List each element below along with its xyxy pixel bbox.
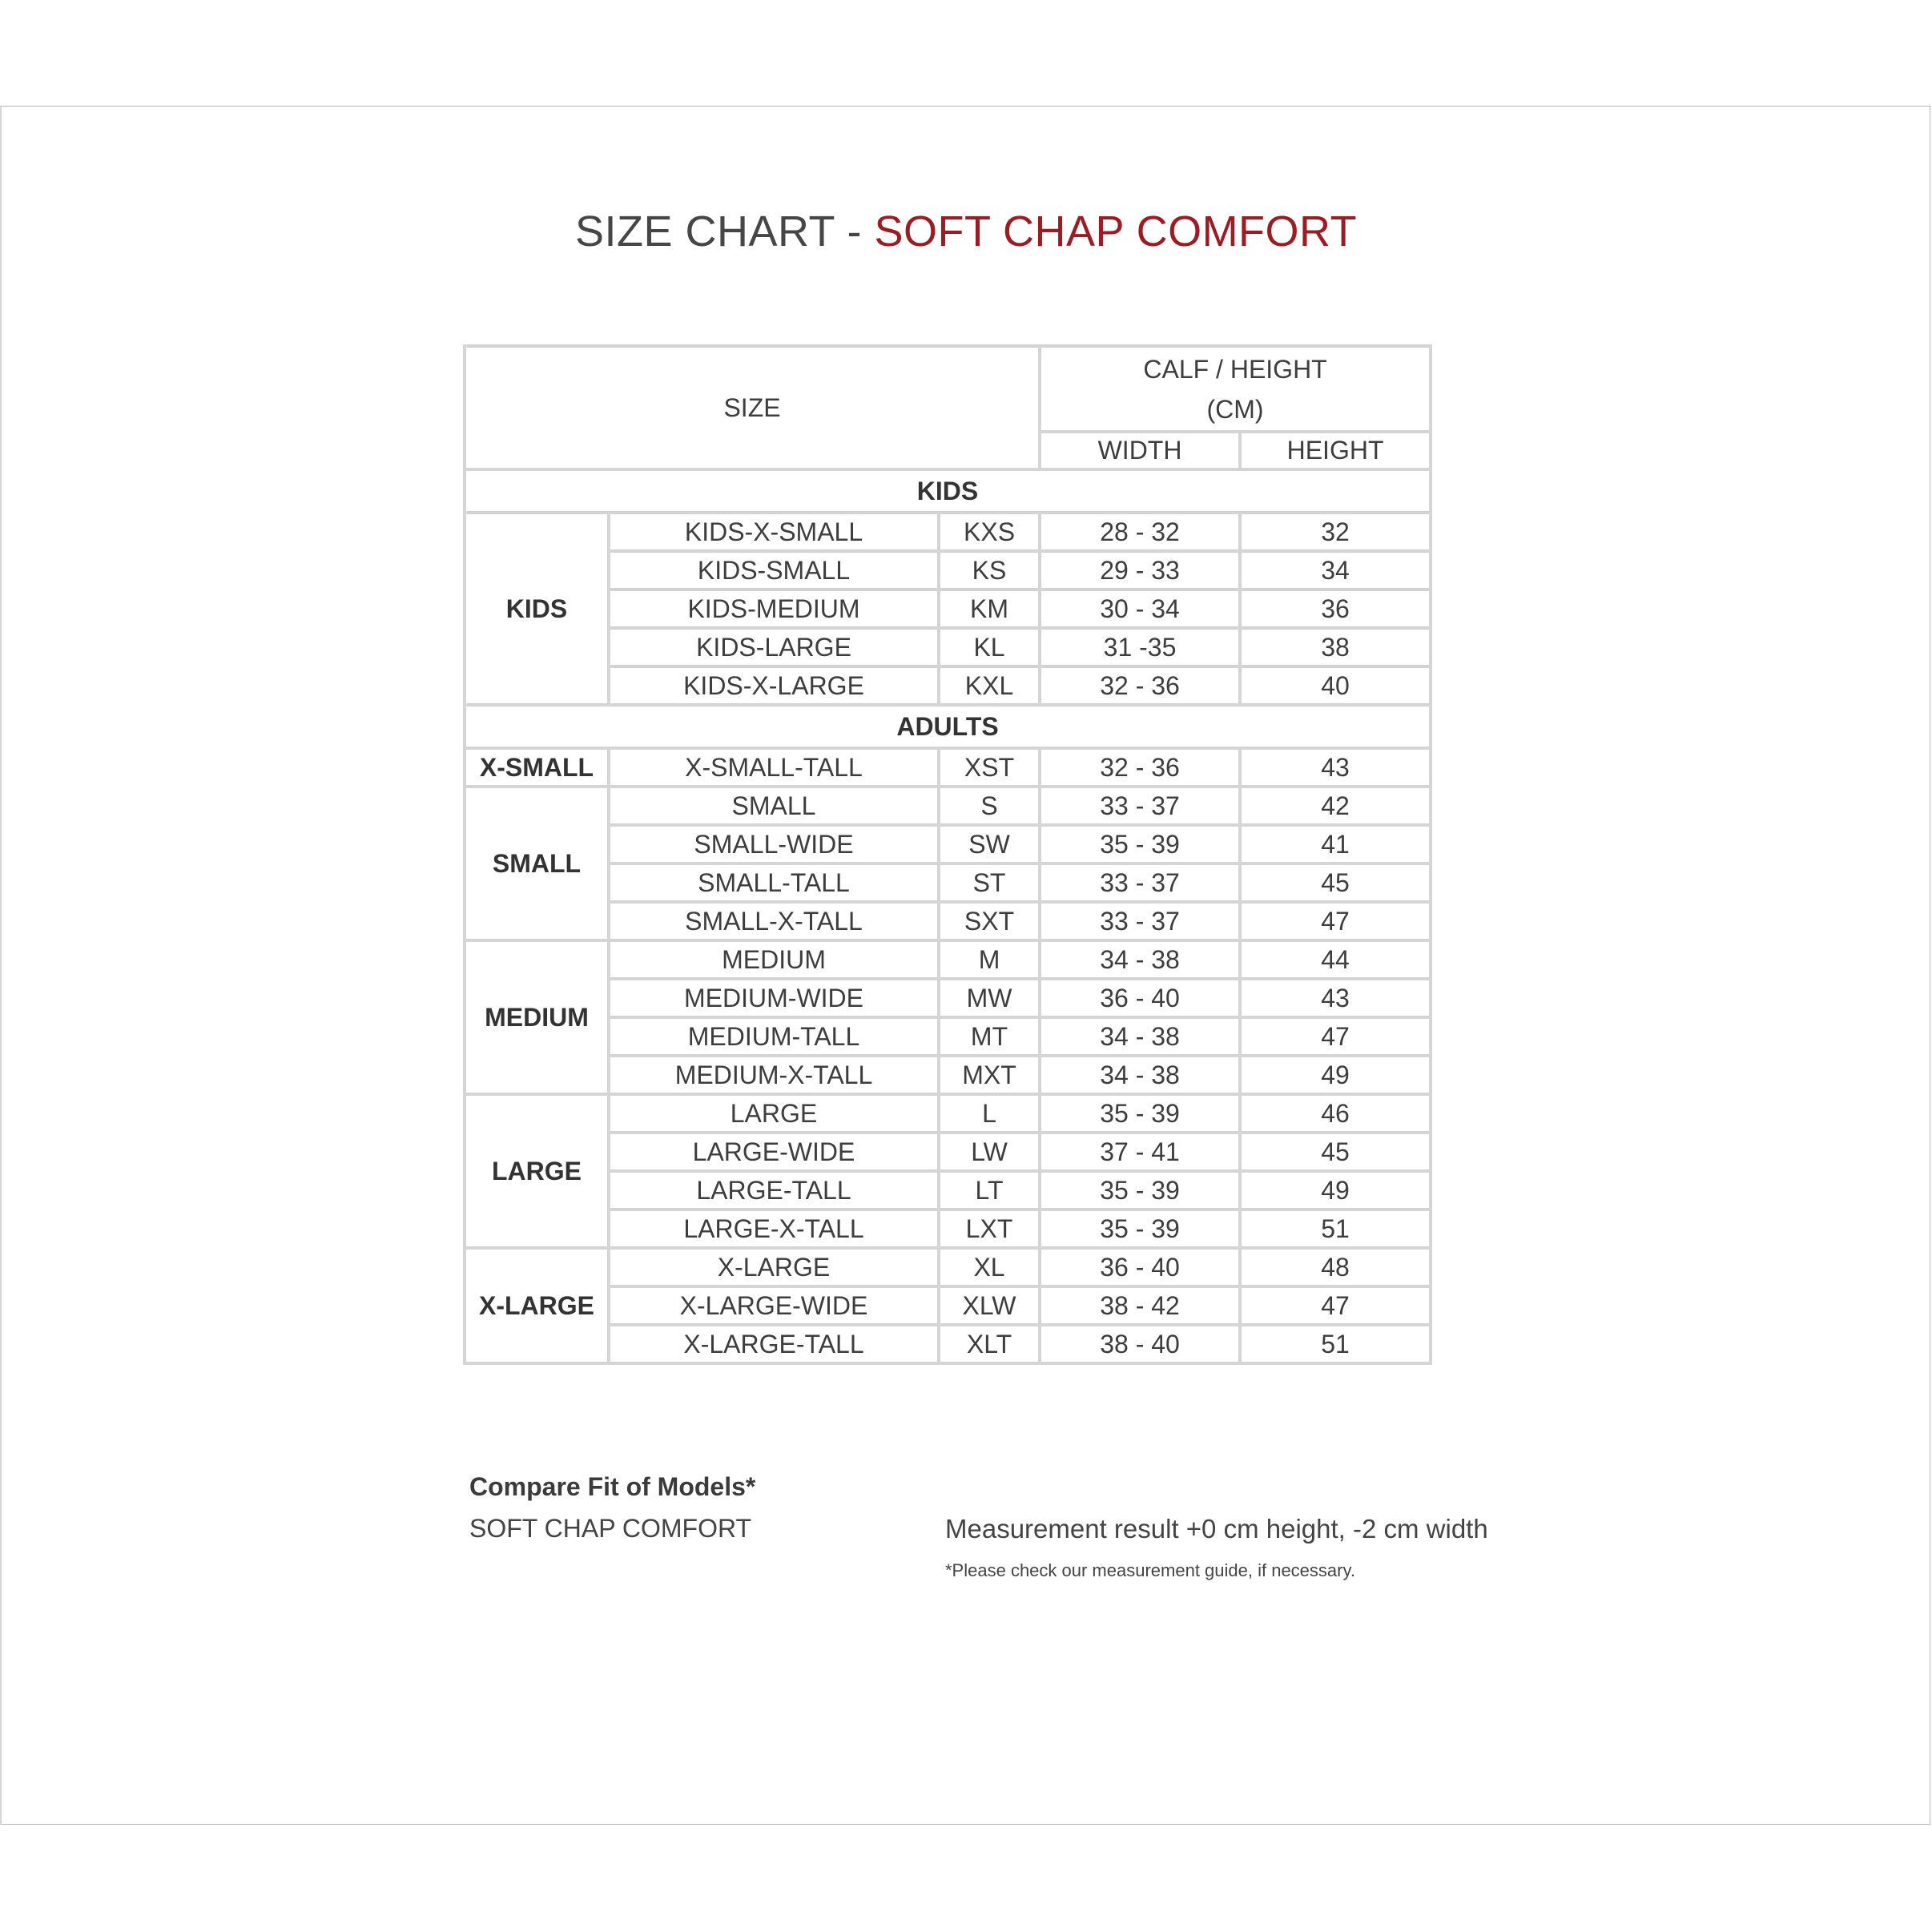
calf-height-cell: 41 bbox=[1240, 825, 1431, 863]
calf-width-cell: 34 - 38 bbox=[1040, 1017, 1240, 1056]
size-name-cell: KIDS-X-SMALL bbox=[609, 513, 939, 551]
header-size: SIZE bbox=[465, 346, 1040, 469]
table-row bbox=[465, 1286, 1431, 1325]
size-code-cell: SW bbox=[939, 825, 1040, 863]
calf-height-cell: 44 bbox=[1240, 940, 1431, 979]
table-row bbox=[465, 1325, 1431, 1363]
table-row bbox=[465, 748, 1431, 787]
size-name-cell: MEDIUM-X-TALL bbox=[609, 1056, 939, 1094]
size-name-cell: SMALL bbox=[609, 787, 939, 825]
calf-width-cell: 34 - 38 bbox=[1040, 940, 1240, 979]
size-code-cell: L bbox=[939, 1094, 1040, 1133]
calf-width-cell: 32 - 36 bbox=[1040, 666, 1240, 705]
size-name-cell: KIDS-LARGE bbox=[609, 628, 939, 666]
size-name-cell: LARGE-WIDE bbox=[609, 1133, 939, 1171]
group-label: SMALL bbox=[465, 787, 609, 940]
calf-width-cell: 29 - 33 bbox=[1040, 551, 1240, 590]
calf-width-cell: 33 - 37 bbox=[1040, 902, 1240, 940]
calf-height-cell: 51 bbox=[1240, 1325, 1431, 1363]
size-code-cell: MW bbox=[939, 979, 1040, 1017]
section-kids: KIDS bbox=[465, 469, 1431, 513]
calf-width-cell: 35 - 39 bbox=[1040, 1171, 1240, 1210]
calf-width-cell: 35 - 39 bbox=[1040, 1210, 1240, 1248]
size-name-cell: X-LARGE-TALL bbox=[609, 1325, 939, 1363]
header-row-top bbox=[465, 346, 1431, 432]
title-prefix: SIZE CHART - bbox=[574, 207, 875, 256]
group-label: LARGE bbox=[465, 1094, 609, 1248]
size-name-cell: MEDIUM-WIDE bbox=[609, 979, 939, 1017]
calf-width-cell: 32 - 36 bbox=[1040, 748, 1240, 787]
table-row bbox=[465, 1133, 1431, 1171]
group-label: KIDS bbox=[465, 513, 609, 705]
table-row bbox=[465, 940, 1431, 979]
size-code-cell: KL bbox=[939, 628, 1040, 666]
calf-width-cell: 28 - 32 bbox=[1040, 513, 1240, 551]
calf-height-cell: 34 bbox=[1240, 551, 1431, 590]
table-row bbox=[465, 1171, 1431, 1210]
size-name-cell: X-LARGE bbox=[609, 1248, 939, 1286]
section-adults: ADULTS bbox=[465, 705, 1431, 748]
calf-width-cell: 36 - 40 bbox=[1040, 1248, 1240, 1286]
calf-height-cell: 42 bbox=[1240, 787, 1431, 825]
header-calf-height bbox=[1040, 346, 1431, 432]
table-row bbox=[465, 787, 1431, 825]
group-label: X-LARGE bbox=[465, 1248, 609, 1363]
calf-height-cell: 47 bbox=[1240, 902, 1431, 940]
header-calf-line2: (CM) bbox=[1206, 394, 1264, 424]
calf-width-cell: 33 - 37 bbox=[1040, 863, 1240, 902]
calf-height-cell: 48 bbox=[1240, 1248, 1431, 1286]
title-brand: SOFT CHAP COMFORT bbox=[874, 207, 1358, 256]
size-code-cell: KS bbox=[939, 551, 1040, 590]
size-name-cell: LARGE-TALL bbox=[609, 1171, 939, 1210]
size-name-cell: X-LARGE-WIDE bbox=[609, 1286, 939, 1325]
table-row bbox=[465, 590, 1431, 628]
size-code-cell: XL bbox=[939, 1248, 1040, 1286]
table-row bbox=[465, 863, 1431, 902]
size-name-cell: LARGE bbox=[609, 1094, 939, 1133]
calf-height-cell: 47 bbox=[1240, 1017, 1431, 1056]
table-row bbox=[465, 1210, 1431, 1248]
size-code-cell: MXT bbox=[939, 1056, 1040, 1094]
table-row bbox=[465, 902, 1431, 940]
group-label: X-SMALL bbox=[465, 748, 609, 787]
table-row bbox=[465, 666, 1431, 705]
calf-height-cell: 49 bbox=[1240, 1171, 1431, 1210]
table-row bbox=[465, 513, 1431, 551]
calf-width-cell: 31 -35 bbox=[1040, 628, 1240, 666]
calf-height-cell: 32 bbox=[1240, 513, 1431, 551]
page-title bbox=[0, 207, 1932, 256]
size-chart-table bbox=[463, 344, 1432, 1365]
size-chart-body bbox=[465, 346, 1431, 1363]
size-code-cell: LT bbox=[939, 1171, 1040, 1210]
size-code-cell: LW bbox=[939, 1133, 1040, 1171]
calf-height-cell: 43 bbox=[1240, 748, 1431, 787]
header-width: WIDTH bbox=[1040, 432, 1240, 469]
table-row bbox=[465, 551, 1431, 590]
calf-height-cell: 43 bbox=[1240, 979, 1431, 1017]
calf-height-cell: 36 bbox=[1240, 590, 1431, 628]
table-row bbox=[465, 1017, 1431, 1056]
calf-height-cell: 47 bbox=[1240, 1286, 1431, 1325]
table-row bbox=[465, 628, 1431, 666]
section-row-adults bbox=[465, 705, 1431, 748]
size-code-cell: S bbox=[939, 787, 1040, 825]
size-name-cell: LARGE-X-TALL bbox=[609, 1210, 939, 1248]
calf-width-cell: 36 - 40 bbox=[1040, 979, 1240, 1017]
calf-width-cell: 30 - 34 bbox=[1040, 590, 1240, 628]
calf-height-cell: 49 bbox=[1240, 1056, 1431, 1094]
table-row bbox=[465, 1056, 1431, 1094]
size-name-cell: X-SMALL-TALL bbox=[609, 748, 939, 787]
calf-width-cell: 35 - 39 bbox=[1040, 825, 1240, 863]
table-row bbox=[465, 979, 1431, 1017]
calf-width-cell: 37 - 41 bbox=[1040, 1133, 1240, 1171]
calf-height-cell: 45 bbox=[1240, 1133, 1431, 1171]
model-name: SOFT CHAP COMFORT bbox=[469, 1514, 752, 1543]
calf-height-cell: 46 bbox=[1240, 1094, 1431, 1133]
calf-height-cell: 51 bbox=[1240, 1210, 1431, 1248]
calf-height-cell: 38 bbox=[1240, 628, 1431, 666]
group-label: MEDIUM bbox=[465, 940, 609, 1094]
size-code-cell: ST bbox=[939, 863, 1040, 902]
section-row-kids bbox=[465, 469, 1431, 513]
size-code-cell: KXL bbox=[939, 666, 1040, 705]
size-name-cell: KIDS-MEDIUM bbox=[609, 590, 939, 628]
size-name-cell: KIDS-SMALL bbox=[609, 551, 939, 590]
size-name-cell: MEDIUM bbox=[609, 940, 939, 979]
calf-width-cell: 38 - 42 bbox=[1040, 1286, 1240, 1325]
compare-fit-heading: Compare Fit of Models* bbox=[469, 1472, 756, 1501]
size-name-cell: KIDS-X-LARGE bbox=[609, 666, 939, 705]
size-code-cell: XLW bbox=[939, 1286, 1040, 1325]
header-calf-line1: CALF / HEIGHT bbox=[1143, 354, 1327, 384]
calf-height-cell: 40 bbox=[1240, 666, 1431, 705]
size-name-cell: SMALL-X-TALL bbox=[609, 902, 939, 940]
table-row bbox=[465, 825, 1431, 863]
size-code-cell: XLT bbox=[939, 1325, 1040, 1363]
calf-width-cell: 38 - 40 bbox=[1040, 1325, 1240, 1363]
size-code-cell: XST bbox=[939, 748, 1040, 787]
measurement-footnote: *Please check our measurement guide, if necessary. bbox=[945, 1560, 1355, 1580]
table-row bbox=[465, 1248, 1431, 1286]
size-name-cell: SMALL-TALL bbox=[609, 863, 939, 902]
calf-width-cell: 33 - 37 bbox=[1040, 787, 1240, 825]
calf-width-cell: 35 - 39 bbox=[1040, 1094, 1240, 1133]
size-name-cell: MEDIUM-TALL bbox=[609, 1017, 939, 1056]
measurement-result: Measurement result +0 cm height, -2 cm width bbox=[945, 1514, 1488, 1544]
header-height: HEIGHT bbox=[1240, 432, 1431, 469]
size-code-cell: KM bbox=[939, 590, 1040, 628]
size-code-cell: KXS bbox=[939, 513, 1040, 551]
calf-height-cell: 45 bbox=[1240, 863, 1431, 902]
size-code-cell: MT bbox=[939, 1017, 1040, 1056]
size-code-cell: M bbox=[939, 940, 1040, 979]
size-code-cell: LXT bbox=[939, 1210, 1040, 1248]
size-name-cell: SMALL-WIDE bbox=[609, 825, 939, 863]
calf-width-cell: 34 - 38 bbox=[1040, 1056, 1240, 1094]
size-code-cell: SXT bbox=[939, 902, 1040, 940]
table-row bbox=[465, 1094, 1431, 1133]
